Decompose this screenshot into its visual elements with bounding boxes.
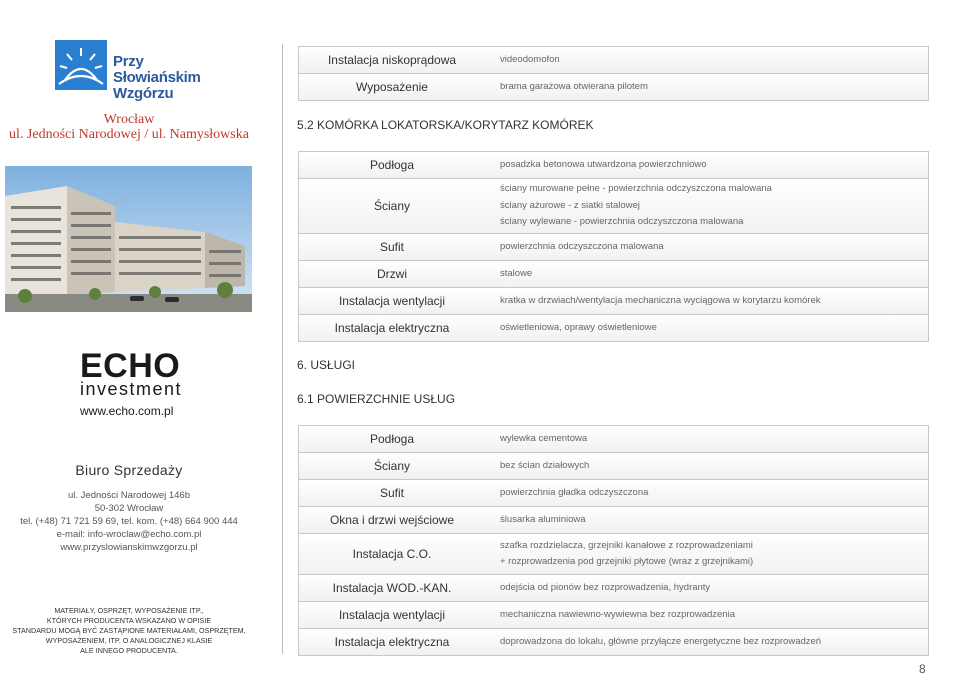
row-value-line: doprowadzona do lokalu, główne przyłącze energetyczne bez rozprowadzeń: [500, 635, 822, 647]
row-value: [500, 534, 924, 574]
table-row: [298, 151, 929, 179]
sales-office-address2: 50-302 Wrocław: [94, 503, 164, 514]
row-value-line: ślusarka aluminiowa: [500, 513, 586, 525]
table-row: [298, 260, 929, 288]
row-value: [500, 480, 924, 506]
row-value-line: szafka rozdzielacza, grzejniki kanałowe z rozprowadzeniami: [500, 539, 753, 551]
sales-office-title: Biuro Sprzedaży: [75, 462, 183, 478]
table-row: [298, 287, 929, 315]
row-value-line: wylewka cementowa: [500, 432, 588, 444]
row-value: [500, 629, 924, 655]
sales-office-email[interactable]: e-mail: info-wroclaw@echo.com.pl: [56, 529, 202, 540]
row-value-line: mechaniczna nawiewno-wywiewna bez rozprowadzenia: [500, 608, 735, 620]
row-value: [500, 315, 924, 341]
section-61-heading: 6.1 POWIERZCHNIE USŁUG: [297, 392, 456, 406]
row-label: Okna i drzwi wejściowe: [329, 513, 455, 527]
location: [0, 112, 258, 142]
table-row: [298, 233, 929, 261]
table-row: [298, 73, 929, 101]
row-label: Instalacja elektryczna: [334, 635, 450, 649]
row-value: [500, 152, 924, 178]
row-value: [500, 261, 924, 287]
row-value-line: bez ścian działowych: [500, 459, 590, 471]
developer-logo-big: ECHO: [80, 347, 181, 385]
estate-name-line1: Przy Słowiańskim: [113, 53, 201, 86]
row-value-line: powierzchnia gładka odczyszczona: [500, 486, 649, 498]
street-name: ul. Jedności Narodowej / ul. Namysłowska: [9, 127, 249, 142]
row-label: Ściany: [373, 459, 411, 473]
table-row: [298, 479, 929, 507]
sales-office-web[interactable]: www.przyslowianskimwzgorzu.pl: [60, 542, 198, 553]
row-label: Sufit: [379, 486, 404, 500]
row-label: Podłoga: [369, 432, 415, 446]
row-value: [500, 47, 924, 73]
estate-logo: [55, 40, 215, 102]
row-label: Instalacja C.O.: [352, 547, 432, 561]
table-row: [298, 533, 929, 575]
table-row: [298, 46, 929, 74]
row-value: [500, 179, 924, 233]
disclaimer-line: MATERIAŁY, OSPRZĘT, WYPOSAŻENIE ITP.,: [54, 606, 204, 615]
row-value-line: + rozprowadzenia pod grzejniki płytowe (wraz z grzejnikami): [500, 556, 754, 567]
row-label: Wyposażenie: [356, 80, 428, 94]
disclaimer-line: STANDARDU MOGĄ BYĆ ZASTĄPIONE MATERIAŁAMI, OSPRZĘTEM,: [12, 626, 246, 635]
row-value: [500, 575, 924, 601]
row-value-line: oświetleniowa, oprawy oświetleniowe: [500, 321, 657, 333]
row-value: [500, 602, 924, 628]
table-row: [298, 506, 929, 534]
row-label: Drzwi: [377, 267, 407, 281]
page-number: 8: [919, 662, 926, 676]
row-value-line: ściany ażurowe - z siatki stalowej: [500, 199, 640, 211]
disclaimer: [0, 606, 258, 656]
column-divider: [282, 44, 283, 654]
row-value: [500, 453, 924, 479]
developer-logo-small: investment: [80, 379, 183, 399]
sun-logo-icon: [55, 40, 107, 90]
row-value: [500, 234, 924, 260]
row-value-line: odejścia od pionów bez rozprowadzenia, hydranty: [500, 581, 711, 593]
row-value-line: kratka w drzwiach/wentylacja mechaniczna wyciągowa w korytarzu komórek: [500, 294, 821, 306]
city-name: Wrocław: [103, 112, 155, 127]
estate-name: [113, 54, 215, 102]
disclaimer-line: WYPOSAŻENIEM, ITP. O ANALOGICZNEJ KLASIE: [45, 636, 213, 645]
row-label: Sufit: [379, 240, 404, 254]
row-value-line: videodomofon: [500, 53, 560, 65]
disclaimer-line: KTÓRYCH PRODUCENTA WSKAZANO W OPISIE: [46, 616, 212, 625]
row-value: [500, 288, 924, 314]
developer-logo: [80, 347, 183, 399]
table-row: [298, 601, 929, 629]
row-value-line: stalowe: [500, 267, 533, 279]
row-value-line: ściany wylewane - powierzchnia odczyszczona malowana: [500, 216, 744, 228]
sales-office-phone: tel. (+48) 71 721 59 69, tel. kom. (+48) 664 900 444: [20, 516, 238, 527]
disclaimer-line: ALE INNEGO PRODUCENTA.: [80, 646, 178, 655]
building-photo: [5, 166, 252, 312]
row-value-line: powierzchnia odczyszczona malowana: [500, 240, 664, 252]
developer-url[interactable]: www.echo.com.pl: [80, 404, 174, 418]
table-row: [298, 574, 929, 602]
row-label: Instalacja wentylacji: [338, 294, 446, 308]
row-label: Instalacja niskoprądowa: [327, 53, 457, 67]
row-value-line: posadzka betonowa utwardzona powierzchniowo: [500, 158, 707, 170]
table-row: [298, 178, 929, 234]
section-52-heading: 5.2 KOMÓRKA LOKATORSKA/KORYTARZ KOMÓREK: [297, 118, 594, 132]
row-value: [500, 507, 924, 533]
row-label: Ściany: [373, 199, 411, 213]
table-row: [298, 425, 929, 453]
section-6-heading: 6. USŁUGI: [297, 358, 356, 372]
estate-name-line2: Wzgórzu: [113, 85, 174, 102]
row-value: [500, 74, 924, 100]
row-value-line: brama garażowa otwierana pilotem: [500, 80, 648, 92]
table-row: [298, 314, 929, 342]
sales-office-contact: [0, 489, 258, 554]
row-label: Instalacja elektryczna: [334, 321, 450, 335]
row-label: Podłoga: [369, 158, 415, 172]
table-row: [298, 628, 929, 656]
row-label: Instalacja wentylacji: [338, 608, 446, 622]
row-label: Instalacja WOD.-KAN.: [332, 581, 452, 595]
row-value: [500, 426, 924, 452]
table-row: [298, 452, 929, 480]
left-sidebar: [0, 0, 280, 698]
sales-office-address1: ul. Jedności Narodowej 146b: [68, 490, 190, 501]
row-value-line: ściany murowane pełne - powierzchnia odczyszczona malowana: [500, 183, 772, 195]
